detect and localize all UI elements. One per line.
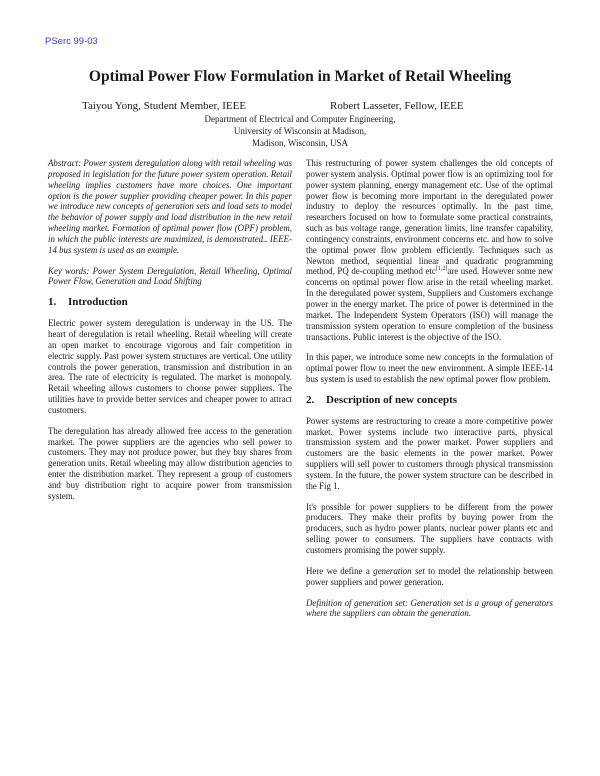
document-id: PSerc 99-03 — [45, 36, 98, 47]
paragraph: It's possible for power suppliers to be different from the power producers. They make their profits by buying power from the producers, such as hydro power plants, nuclear power plants etc and selling power to consumers. The suppliers have contracts with customers promising the power supply. — [306, 501, 553, 555]
author-2: Robert Lasseter, Fellow, IEEE — [330, 100, 464, 112]
author-1: Taiyou Yong, Student Member, IEEE — [82, 100, 247, 112]
citation: [1,2] — [435, 266, 448, 273]
affiliation-line: Department of Electrical and Computer Engineering, — [204, 114, 396, 124]
section-title: Introduction — [68, 296, 128, 309]
affiliation — [0, 114, 600, 149]
abstract: Abstract: Power system deregulation along with retail wheeling was proposed in legislation for the future power system operation. Retail wheeling implies customers have more choices. One important option is the power supplier providing cheaper power. In this paper we introduce new concepts of generation sets and load sets to model the behavior of power supply and load distribution in the new retail wheeling market. Formation of optimal power flow (OPF) problem, in which the public interests are maximized, is demonstrated.. IEEE-14 bus system is used as an example. — [48, 158, 292, 255]
definition: Definition of generation set: Generation set is a group of generators where the suppliers can obtain the generation. — [306, 597, 553, 619]
left-column — [48, 158, 292, 512]
paragraph: In this paper, we introduce some new concepts in the formulation of optimal power flow to meet the new environment. A simple IEEE-14 bus system is used to establish the new optimal power flow problem. — [306, 352, 553, 385]
affiliation-line: Madison, Wisconsin, USA — [252, 137, 348, 148]
paragraph-text: Here we define a — [306, 565, 374, 576]
keywords: Key words: Power System Deregulation, Retail Wheeling, Optimal Power Flow, Generation and Load Shifting — [48, 265, 292, 287]
paper-title: Optimal Power Flow Formulation in Market of Retail Wheeling — [88, 68, 512, 85]
paragraph: The deregulation has already allowed free access to the generation market. The power suppliers are the agencies who sell power to customers. They may not produce power, but they buy shares from generation units. Retail wheeling may allow distribution agencies to enter the distribution market. They represent a group of customers and buy distribution right to acquire power from transmission system. — [48, 425, 292, 501]
section-heading-new-concepts — [306, 395, 553, 406]
defined-term: generation set — [373, 565, 425, 576]
paragraph — [306, 566, 553, 588]
paragraph — [306, 158, 553, 342]
paragraph-text: to model the relationship between power suppliers and power generation. — [306, 565, 553, 587]
paragraph: Electric power system deregulation is underway in the US. The heart of deregulation is retail wheeling. Retail wheeling will create an open market to encourage vigorous and fair competition in electric supply. Past power system structures are vertical. One utility controls the power generation, transmission and distribution in an area. The rate of electricity is regulated. The market is monopoly. Retail wheeling allows customers to choose power suppliers. The utilities have to provide better services and cheaper power to attract customers. — [48, 318, 292, 415]
section-number: 2. — [306, 393, 315, 406]
section-heading-introduction — [48, 297, 292, 308]
paragraph: Power systems are restructuring to create a more competitive power market. Power systems include two interactive parts, physical transmission system and the power market. Power suppliers and customers are the basic elements in the power market. Power suppliers will sell power to customers through physical transmission system. In the future, the power system structure can be described in the Fig 1. — [306, 415, 553, 491]
section-title: Description of new concepts — [326, 393, 458, 406]
section-number: 1. — [48, 296, 57, 309]
paragraph-text: are used. However some new concerns on optimal power flow arise in the retail wheeling market. In the deregulated power system, Suppliers and Customers exchange power in the energy market. The price of power is determined in the market. The Independent System Operators (ISO) will manage the transmission system operation to ensure completion of the business transactions. Public interest is the objective of the ISO. — [306, 266, 554, 342]
right-column — [306, 158, 553, 629]
affiliation-line: University of Wisconsin at Madison, — [233, 125, 367, 136]
paragraph-text: This restructuring of power system challenges the old concepts of power system analysis. Optimal power flow is an optimizing tool for power system planning, energy management etc. Use of the optimal power flow is becoming more important in the deregulated power industry to deploy the resources optimally. In the past time, researchers focused on how to formulate some practical constraints, such as bus voltage range, generation limits, line transfer capability, contingency constraints, environment concerns etc. and how to solve the optimal power flow problem efficiently. Techniques such as Newton method, sequential linear and quadratic programming method, PQ de-coupling method etc — [306, 158, 553, 277]
authors — [0, 100, 600, 114]
